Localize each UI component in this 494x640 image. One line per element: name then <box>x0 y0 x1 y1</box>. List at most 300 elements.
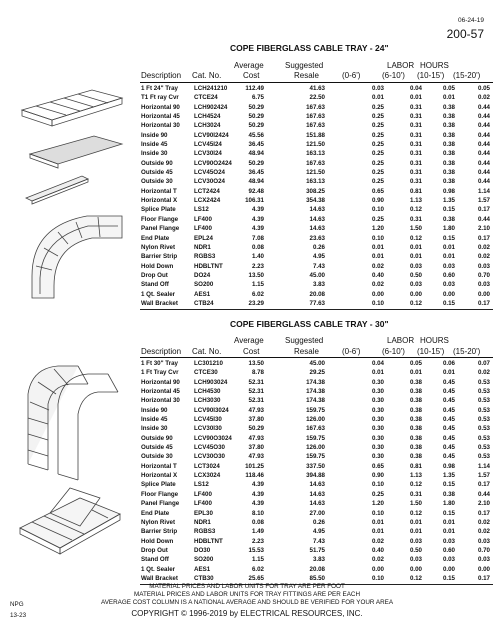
cell-description: Horizontal 30 <box>141 397 180 405</box>
cell-cat-no: LS12 <box>194 481 209 489</box>
cell-description: Horizontal 45 <box>141 113 180 121</box>
cell-description: End Plate <box>141 234 170 242</box>
table-row <box>140 131 493 140</box>
cell-labor-10-15: 0.15 <box>442 206 455 214</box>
cell-labor-0-6: 0.10 <box>371 481 384 489</box>
cell-labor-6-10: 0.31 <box>409 122 422 130</box>
splice-plate-image <box>26 176 88 204</box>
cell-cat-no: LF400 <box>194 490 212 498</box>
cell-cost: 4.39 <box>251 206 264 214</box>
cell-labor-6-10: 0.38 <box>409 453 422 461</box>
cell-labor-15-20: 0.44 <box>477 159 490 167</box>
cell-labor-15-20: 0.17 <box>477 481 490 489</box>
cell-labor-0-6: 0.25 <box>371 178 384 186</box>
cell-labor-6-10: 0.03 <box>409 262 422 270</box>
cell-labor-0-6: 0.25 <box>371 122 384 130</box>
cell-labor-10-15: 0.15 <box>442 509 455 517</box>
cell-labor-6-10: 0.12 <box>409 481 422 489</box>
cell-labor-0-6: 0.40 <box>371 271 384 279</box>
cell-resale: 126.00 <box>306 416 325 424</box>
cell-labor-15-20: 0.70 <box>477 271 490 279</box>
cell-labor-0-6: 0.30 <box>371 444 384 452</box>
cell-labor-6-10: 0.81 <box>409 187 422 195</box>
cell-labor-10-15: 0.98 <box>442 462 455 470</box>
cell-resale: 167.63 <box>306 425 325 433</box>
cell-labor-0-6: 0.30 <box>371 434 384 442</box>
cell-labor-15-20: 0.17 <box>477 206 490 214</box>
cell-labor-15-20: 0.70 <box>477 546 490 554</box>
cell-labor-15-20: 2.10 <box>477 225 490 233</box>
cell-labor-0-6: 0.01 <box>371 94 384 102</box>
cell-cost: 2.23 <box>251 262 264 270</box>
cell-cat-no: LCH4530 <box>194 388 221 396</box>
cell-labor-10-15: 0.98 <box>442 187 455 195</box>
cell-labor-0-6: 0.02 <box>371 281 384 289</box>
cell-labor-15-20: 0.17 <box>477 299 490 307</box>
col-15-20: (15-20') <box>453 347 481 356</box>
cell-labor-0-6: 0.90 <box>371 472 384 480</box>
cell-labor-10-15: 0.01 <box>442 528 455 536</box>
table-row <box>140 112 493 121</box>
cell-labor-15-20: 0.02 <box>477 528 490 536</box>
cell-labor-0-6: 0.25 <box>371 113 384 121</box>
cell-labor-0-6: 0.00 <box>371 565 384 573</box>
cell-labor-10-15: 0.45 <box>442 416 455 424</box>
cell-description: Nylon Rivet <box>141 518 176 526</box>
cell-cost: 47.93 <box>248 434 264 442</box>
cell-description: Floor Flange <box>141 215 179 223</box>
cell-cost: 4.39 <box>251 481 264 489</box>
vertical-fitting-image <box>28 366 118 480</box>
cell-labor-6-10: 1.13 <box>409 197 422 205</box>
cell-cost: 15.53 <box>248 546 264 554</box>
col-cost: Cost <box>243 71 260 80</box>
cell-labor-6-10: 0.31 <box>409 141 422 149</box>
cell-resale: 308.25 <box>306 187 325 195</box>
cell-cat-no: LF400 <box>194 500 212 508</box>
table-row <box>140 499 493 508</box>
cell-cat-no: LF400 <box>194 225 212 233</box>
cell-cost: 7.08 <box>251 234 264 242</box>
table-row <box>140 565 493 574</box>
cell-labor-0-6: 0.10 <box>371 234 384 242</box>
cell-labor-6-10: 0.12 <box>409 509 422 517</box>
cell-labor-15-20: 0.44 <box>477 122 490 130</box>
table-row <box>140 103 493 112</box>
cell-labor-0-6: 0.01 <box>371 528 384 536</box>
cell-labor-10-15: 0.15 <box>442 481 455 489</box>
cell-description: Horizontal X <box>141 472 178 480</box>
cell-labor-0-6: 1.20 <box>371 500 384 508</box>
page-date: 06-24-19 <box>457 17 484 24</box>
cell-cost: 37.80 <box>248 444 264 452</box>
table-row <box>140 462 493 471</box>
cell-labor-0-6: 0.10 <box>371 299 384 307</box>
cell-labor-6-10: 0.50 <box>409 546 422 554</box>
cell-cost: 101.25 <box>245 462 264 470</box>
cell-cost: 52.31 <box>248 378 264 386</box>
cell-labor-6-10: 0.12 <box>409 206 422 214</box>
cell-labor-15-20: 0.00 <box>477 565 490 573</box>
cell-cost: 106.31 <box>245 197 264 205</box>
cell-labor-6-10: 0.31 <box>409 150 422 158</box>
cell-cost: 1.15 <box>251 281 264 289</box>
cell-resale: 0.26 <box>312 243 325 251</box>
cell-labor-6-10: 1.13 <box>409 472 422 480</box>
cell-cat-no: LCX3024 <box>194 472 221 480</box>
cell-labor-10-15: 0.45 <box>442 397 455 405</box>
cell-cost: 50.29 <box>248 122 264 130</box>
cell-labor-0-6: 0.02 <box>371 537 384 545</box>
cell-labor-15-20: 0.53 <box>477 444 490 452</box>
cell-description: Outside 30 <box>141 178 173 186</box>
table-row <box>140 121 493 130</box>
cell-labor-15-20: 0.07 <box>477 360 490 367</box>
cell-labor-15-20: 0.53 <box>477 416 490 424</box>
copyright: COPYRIGHT © 1996-2019 by ELECTRICAL RESOURCES, INC. <box>131 609 363 618</box>
cell-cat-no: HDBLTNT <box>194 262 223 270</box>
cell-labor-0-6: 0.30 <box>371 406 384 414</box>
cell-cat-no: LCT2424 <box>194 187 220 195</box>
cell-labor-15-20: 0.53 <box>477 406 490 414</box>
cell-cost: 23.29 <box>248 299 264 307</box>
cell-cost: 50.29 <box>248 425 264 433</box>
cell-labor-10-15: 0.60 <box>442 271 455 279</box>
cell-description: Barrier Strip <box>141 528 178 536</box>
cell-description: Inside 30 <box>141 425 168 433</box>
cell-description: Inside 90 <box>141 406 168 414</box>
table-row <box>140 93 493 102</box>
table-row <box>140 234 493 243</box>
cell-labor-10-15: 0.03 <box>442 537 455 545</box>
cell-labor-10-15: 0.45 <box>442 388 455 396</box>
cell-resale: 7.43 <box>312 262 325 270</box>
table-row <box>140 205 493 214</box>
cell-labor-15-20: 0.44 <box>477 169 490 177</box>
footer-note-3: AVERAGE COST COLUMN IS A NATIONAL AVERAGE AND SHOULD BE VERIFIED FOR YOUR AREA <box>100 599 394 606</box>
cell-labor-0-6: 0.30 <box>371 416 384 424</box>
cell-labor-0-6: 0.10 <box>371 509 384 517</box>
cell-resale: 167.63 <box>306 159 325 167</box>
cell-labor-15-20: 0.02 <box>477 369 490 377</box>
cell-resale: 20.08 <box>309 565 325 573</box>
cell-cat-no: EPL24 <box>194 234 213 242</box>
cell-resale: 3.83 <box>312 556 325 564</box>
cell-labor-15-20: 0.53 <box>477 434 490 442</box>
col-suggested-top: Suggested <box>285 336 324 345</box>
cell-labor-6-10: 0.12 <box>409 299 422 307</box>
table-row <box>140 84 493 93</box>
cell-labor-6-10: 0.05 <box>409 360 422 367</box>
cell-labor-6-10: 1.50 <box>409 225 422 233</box>
table-row <box>140 290 493 299</box>
table-row <box>140 262 493 271</box>
cell-resale: 14.63 <box>309 225 325 233</box>
cell-labor-15-20: 0.44 <box>477 103 490 111</box>
horizontal-elbow-image <box>32 216 122 298</box>
cell-labor-15-20: 0.44 <box>477 141 490 149</box>
cell-labor-10-15: 0.05 <box>442 85 455 92</box>
cell-labor-15-20: 0.02 <box>477 518 490 526</box>
col-0-6: (0-6') <box>342 347 361 356</box>
cell-labor-6-10: 0.03 <box>409 281 422 289</box>
table-row <box>140 480 493 489</box>
cell-resale: 151.88 <box>306 131 325 139</box>
cell-resale: 121.50 <box>306 169 325 177</box>
cell-resale: 14.63 <box>309 206 325 214</box>
cell-labor-0-6: 0.25 <box>371 159 384 167</box>
cell-labor-15-20: 0.17 <box>477 234 490 242</box>
cell-labor-0-6: 0.01 <box>371 369 384 377</box>
cell-cost: 36.45 <box>248 169 264 177</box>
footer-note-1: MATERIAL PRICES AND LABOR UNITS FOR TRAY ARE PER FOOT <box>149 583 345 590</box>
cell-cost: 6.75 <box>251 94 264 102</box>
cell-cat-no: LCV30I24 <box>194 150 222 158</box>
cell-labor-10-15: 0.45 <box>442 444 455 452</box>
col-15-20: (15-20') <box>453 71 481 80</box>
table-row <box>140 452 493 461</box>
cell-labor-10-15: 0.15 <box>442 299 455 307</box>
cell-labor-6-10: 0.00 <box>409 565 422 573</box>
cell-cat-no: CTB30 <box>194 574 214 582</box>
table-row <box>140 378 493 387</box>
cell-labor-6-10: 0.01 <box>409 369 422 377</box>
table-row <box>140 424 493 433</box>
cell-description: Inside 45 <box>141 141 168 149</box>
cell-resale: 174.38 <box>306 397 325 405</box>
cell-cat-no: LCV45I30 <box>194 416 222 424</box>
cell-labor-6-10: 0.31 <box>409 131 422 139</box>
cell-description: 1 Ft 24" Tray <box>141 85 178 92</box>
cell-cat-no: AES1 <box>194 290 211 298</box>
table-row <box>140 490 493 499</box>
cell-labor-15-20: 0.00 <box>477 290 490 298</box>
cell-description: 1 Ft Tray Cvr <box>141 369 179 377</box>
cell-cat-no: LF400 <box>194 215 212 223</box>
col-6-10: (6-10') <box>382 71 405 80</box>
cell-labor-10-15: 0.06 <box>442 360 455 367</box>
cell-cost: 50.29 <box>248 103 264 111</box>
cell-cat-no: LCH902424 <box>194 103 228 111</box>
col-description: Description <box>141 71 182 80</box>
cell-labor-15-20: 2.10 <box>477 500 490 508</box>
cell-cost: 47.93 <box>248 453 264 461</box>
cell-cost: 4.39 <box>251 490 264 498</box>
cell-description: Outside 45 <box>141 444 173 452</box>
cell-resale: 337.50 <box>306 462 325 470</box>
cell-cat-no: AES1 <box>194 565 211 573</box>
cell-cost: 112.49 <box>245 85 264 92</box>
cell-description: Wall Bracket <box>141 574 178 582</box>
table-row <box>140 359 493 368</box>
cell-description: Wall Bracket <box>141 299 178 307</box>
cell-resale: 14.63 <box>309 481 325 489</box>
cell-description: Panel Flange <box>141 225 180 233</box>
cell-labor-0-6: 0.25 <box>371 103 384 111</box>
cell-description: Outside 30 <box>141 453 173 461</box>
cell-labor-6-10: 0.38 <box>409 406 422 414</box>
cell-resale: 14.63 <box>309 215 325 223</box>
cell-labor-10-15: 0.15 <box>442 234 455 242</box>
cell-cat-no: LCV45O30 <box>194 444 225 452</box>
cell-resale: 20.08 <box>309 290 325 298</box>
table-row <box>140 271 493 280</box>
cell-cat-no: NDR1 <box>194 518 211 526</box>
cell-description: Panel Flange <box>141 500 180 508</box>
table-row <box>140 518 493 527</box>
cell-labor-6-10: 0.31 <box>409 215 422 223</box>
straight-tray-image <box>22 90 122 126</box>
cell-labor-0-6: 0.30 <box>371 453 384 461</box>
cell-labor-15-20: 0.17 <box>477 509 490 517</box>
cell-cat-no: RGBS3 <box>194 528 216 536</box>
cell-labor-10-15: 1.80 <box>442 500 455 508</box>
cell-labor-10-15: 0.38 <box>442 113 455 121</box>
cell-labor-0-6: 0.30 <box>371 425 384 433</box>
table-row <box>140 215 493 224</box>
cell-labor-0-6: 0.01 <box>371 253 384 261</box>
price-table-30 <box>140 359 493 583</box>
cell-cat-no: CTCE30 <box>194 369 218 377</box>
cell-resale: 4.95 <box>312 528 325 536</box>
table-row <box>140 387 493 396</box>
section-title-30: COPE FIBERGLASS CABLE TRAY - 30" <box>230 319 389 329</box>
cell-labor-6-10: 1.50 <box>409 500 422 508</box>
price-table-24 <box>140 84 493 308</box>
col-average-top: Average <box>234 336 264 345</box>
cell-labor-10-15: 1.80 <box>442 225 455 233</box>
cell-labor-15-20: 0.44 <box>477 150 490 158</box>
cell-labor-6-10: 0.12 <box>409 234 422 242</box>
cell-labor-15-20: 0.53 <box>477 453 490 461</box>
tray-fittings-illustration-30 <box>12 360 137 584</box>
cell-labor-0-6: 0.10 <box>371 574 384 582</box>
cell-labor-10-15: 0.38 <box>442 178 455 186</box>
cell-labor-15-20: 0.44 <box>477 131 490 139</box>
cell-labor-15-20: 0.44 <box>477 215 490 223</box>
cell-labor-0-6: 0.65 <box>371 462 384 470</box>
cell-cost: 45.56 <box>248 131 264 139</box>
cell-labor-15-20: 0.17 <box>477 574 490 582</box>
col-cost: Cost <box>243 347 260 356</box>
cell-cost: 50.29 <box>248 113 264 121</box>
cell-cat-no: LCT3024 <box>194 462 220 470</box>
cell-labor-10-15: 0.38 <box>442 215 455 223</box>
cell-resale: 14.63 <box>309 490 325 498</box>
cell-labor-10-15: 0.45 <box>442 434 455 442</box>
cell-labor-15-20: 0.05 <box>477 85 490 92</box>
cell-labor-10-15: 0.38 <box>442 169 455 177</box>
page-reference: 13-23 <box>10 612 27 619</box>
table-row <box>140 368 493 377</box>
cell-description: Inside 45 <box>141 416 168 424</box>
table-row <box>140 396 493 405</box>
cell-labor-15-20: 1.57 <box>477 472 490 480</box>
cell-labor-10-15: 0.01 <box>442 253 455 261</box>
cell-labor-0-6: 0.25 <box>371 141 384 149</box>
cell-labor-10-15: 0.00 <box>442 565 455 573</box>
cell-resale: 3.83 <box>312 281 325 289</box>
cell-cat-no: LCV90I2424 <box>194 131 229 139</box>
table-row <box>140 280 493 289</box>
col-suggested-top: Suggested <box>285 61 324 70</box>
table-row <box>140 187 493 196</box>
table-row <box>140 434 493 443</box>
cell-description: Horizontal 45 <box>141 388 180 396</box>
cell-labor-15-20: 1.14 <box>477 187 490 195</box>
section-title-24: COPE FIBERGLASS CABLE TRAY - 24" <box>230 43 389 53</box>
table-row <box>140 196 493 205</box>
table-row <box>140 140 493 149</box>
cell-cat-no: LCX2424 <box>194 197 221 205</box>
cell-cost: 0.08 <box>251 518 264 526</box>
cell-description: Stand Off <box>141 556 169 564</box>
cell-description: Splice Plate <box>141 481 176 489</box>
cell-labor-10-15: 0.45 <box>442 425 455 433</box>
cell-cost: 8.10 <box>251 509 264 517</box>
cell-cost: 52.31 <box>248 397 264 405</box>
cell-labor-10-15: 0.38 <box>442 159 455 167</box>
cell-resale: 159.75 <box>306 453 325 461</box>
cell-cat-no: LCV90I3024 <box>194 406 229 414</box>
cell-labor-6-10: 0.31 <box>409 113 422 121</box>
cell-labor-6-10: 0.31 <box>409 169 422 177</box>
cell-labor-15-20: 0.53 <box>477 378 490 386</box>
horizontal-tee-image <box>20 488 120 554</box>
cell-labor-0-6: 0.30 <box>371 388 384 396</box>
cell-cat-no: LC301210 <box>194 360 223 367</box>
cell-cat-no: SO200 <box>194 556 214 564</box>
table-row <box>140 159 493 168</box>
cell-cost: 2.23 <box>251 537 264 545</box>
cell-description: Horizontal X <box>141 197 178 205</box>
cell-cost: 0.08 <box>251 243 264 251</box>
cell-cat-no: LCV30I30 <box>194 425 222 433</box>
cell-description: Floor Flange <box>141 490 179 498</box>
cell-labor-6-10: 0.31 <box>409 103 422 111</box>
col-hours-top: HOURS <box>420 61 449 70</box>
cell-cat-no: LCV45I24 <box>194 141 222 149</box>
cell-labor-6-10: 0.38 <box>409 434 422 442</box>
col-10-15: (10-15') <box>417 71 445 80</box>
cell-cat-no: RGBS3 <box>194 253 216 261</box>
cell-labor-0-6: 0.02 <box>371 262 384 270</box>
cell-labor-10-15: 0.01 <box>442 369 455 377</box>
cell-labor-6-10: 0.12 <box>409 574 422 582</box>
col-catno: Cat. No. <box>192 347 222 356</box>
cell-description: Horizontal 30 <box>141 122 180 130</box>
tray-cover-image <box>30 136 122 168</box>
npg-label: NPG <box>10 601 24 608</box>
cell-resale: 27.00 <box>309 509 325 517</box>
cell-resale: 163.13 <box>306 150 325 158</box>
cell-cost: 118.46 <box>245 472 264 480</box>
cell-cat-no: LCV90O2424 <box>194 159 232 167</box>
cell-resale: 163.13 <box>306 178 325 186</box>
cell-labor-6-10: 0.38 <box>409 378 422 386</box>
table-row <box>140 443 493 452</box>
cell-labor-10-15: 0.38 <box>442 490 455 498</box>
cell-cat-no: LCH241210 <box>194 85 228 92</box>
cell-cost: 47.93 <box>248 406 264 414</box>
cell-labor-15-20: 0.02 <box>477 94 490 102</box>
cell-description: Outside 45 <box>141 169 173 177</box>
cell-cost: 4.39 <box>251 225 264 233</box>
cell-resale: 121.50 <box>306 141 325 149</box>
col-10-15: (10-15') <box>417 347 445 356</box>
cell-labor-6-10: 0.31 <box>409 490 422 498</box>
cell-labor-10-15: 0.38 <box>442 131 455 139</box>
